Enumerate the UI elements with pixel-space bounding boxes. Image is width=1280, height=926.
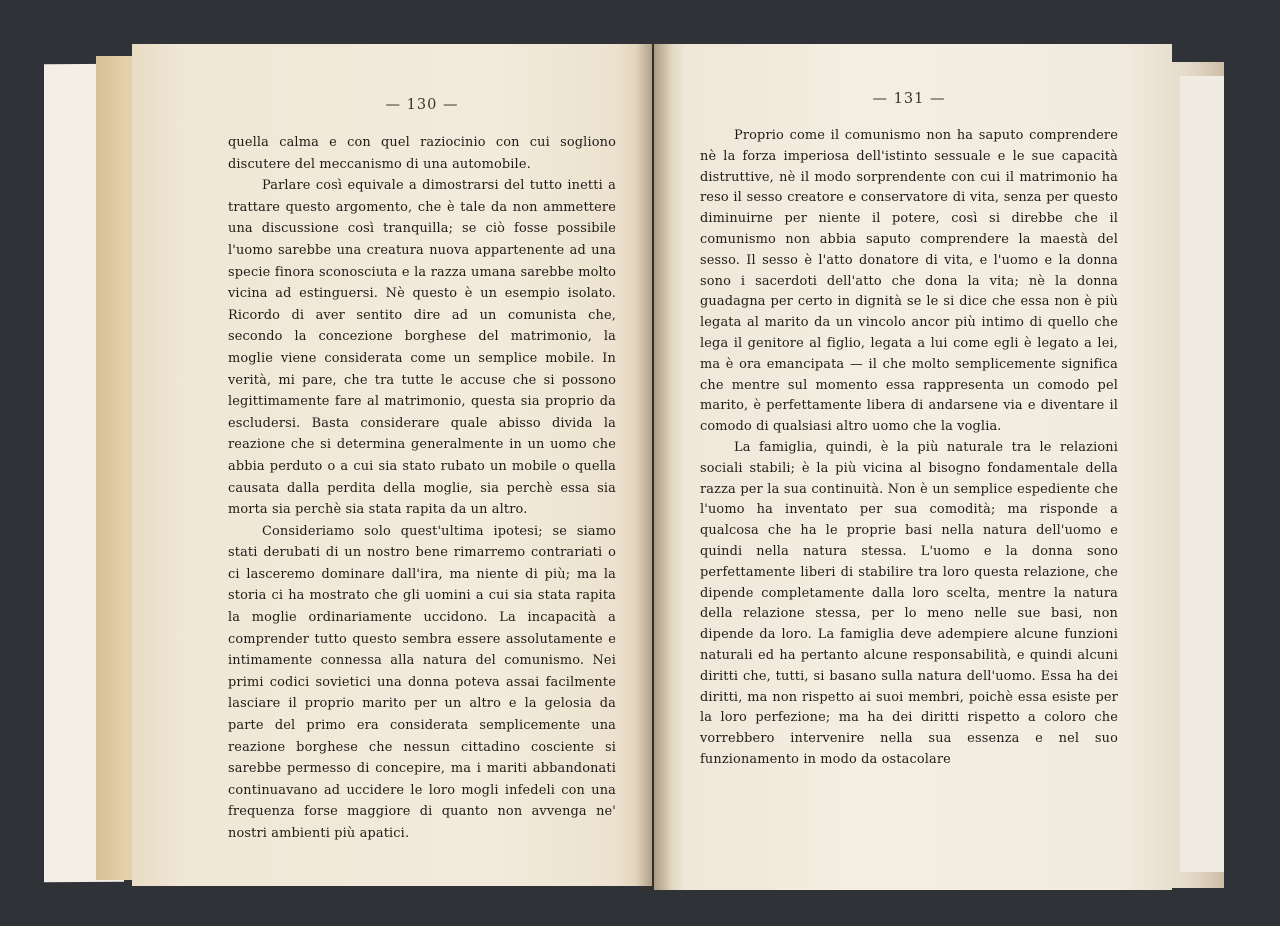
paragraph: Parlare così equivale a dimostrarsi del tutto inetti a trattare questo argomento, che è tale da non ammettere una discussione così tranquilla; se ciò fosse possibile l'uomo sarebbe una creatura nuova appartenente ad una specie finora sconosciuta e la razza umana sarebbe molto vicina ad estinguersi. Nè questo è un esempio isolato. Ricordo di aver sentito dire ad un comunista che, secondo la concezione borghese del matrimonio, la moglie viene considerata come un semplice mobile. In verità, mi pare, che tra tutte le accuse che si possono legittimamente fare al matrimonio, questa sia proprio da escludersi. Basta considerare quale abisso divida la reazione che si determina generalmente in un uomo che abbia perduto o a cui sia stato rubato un mobile o quella causata dalla perdita della moglie, sia perchè essa sia morta sia perchè sia stata rapita da un altro.: [228, 178, 616, 518]
paragraph: La famiglia, quindi, è la più naturale tra le relazioni sociali stabili; è la più vicina al bisogno fondamentale della razza per la sua continuità. Non è un semplice espediente che l'uomo ha inventato per sua comodità; ma risponde a qualcosa che ha le proprie basi nella natura dell'uomo e quindi nella natura stessa. L'uomo e la donna sono perfettamente liberi di stabilire tra loro questa relazione, che dipende completamente dalla loro scelta, mentre la natura della relazione stessa, per lo meno nelle sue basi, non dipende da loro. La famiglia deve adempiere alcune funzioni naturali ed ha pertanto alcune responsabilità, e quindi alcuni diritti che, tutti, si basano sulla natura dell'uomo. Essa ha dei diritti, ma non rispetto ai suoi membri, poichè essa esiste per la loro perfezione; ma ha dei diritti rispetto a coloro che vorrebbero intervenire nella sua essenza e nel suo funzionamento in modo da ostacolare: [700, 439, 1118, 767]
page-number-left: — 130 —: [385, 97, 459, 113]
left-page: [132, 44, 652, 886]
left-page-text: [228, 132, 616, 845]
paragraph: quella calma e con quel raziocinio con cui sogliono discutere del meccanismo di una automobile.: [228, 135, 616, 172]
back-cover-right: [1180, 76, 1224, 872]
right-page-text: [700, 126, 1118, 771]
paragraph: Proprio come il comunismo non ha saputo comprendere nè la forza imperiosa dell'istinto sessuale e le sue capacità distruttive, nè il modo sorprendente con cui il matrimonio ha reso il sesso creatore e conservatore di vita, senza per questo diminuirne per niente il potere, così si direbbe che il comunismo non abbia saputo comprendere la maestà del sesso. Il sesso è l'atto donatore di vita, e l'uomo e la donna sono i sacerdoti dell'atto che dona la vita; nè la donna guadagna per certo in dignità se le si dice che essa non è più legata al marito da un vincolo ancor più intimo di quello che lega il genitore al figlio, legata a lui come egli è legato a lei, ma è ora emancipata — il che molto semplicemente significa che mentre sul momento essa rappresenta un comodo pel marito, è perfettamente libera di andarsene via e diventare il comodo di qualsiasi altro uomo che la voglia.: [700, 128, 1118, 435]
page-number-right: — 131 —: [872, 91, 946, 107]
paragraph: Consideriamo solo quest'ultima ipotesi; se siamo stati derubati di un nostro bene rimarremo contrariati o ci lasceremo dominare dall'ira, ma niente di più; ma la storia ci ha mostrato che gli uomini a cui sia stata rapita la moglie ordinariamente uccidono. La incapacità a comprender tutto questo sembra essere assolutamente e intimamente connessa alla natura del comunismo. Nei primi codici sovietici una donna poteva assai facilmente lasciare il proprio marito per un altro e la gelosia da parte del primo era considerata semplicemente una reazione borghese che nessun cittadino cosciente si sarebbe permesso di concepire, ma i mariti abbandonati continuavano ad uccidere le loro mogli infedeli con una frequenza forse maggiore di quanto non avvenga ne' nostri ambienti più apatici.: [228, 523, 616, 841]
right-page: [654, 44, 1172, 890]
